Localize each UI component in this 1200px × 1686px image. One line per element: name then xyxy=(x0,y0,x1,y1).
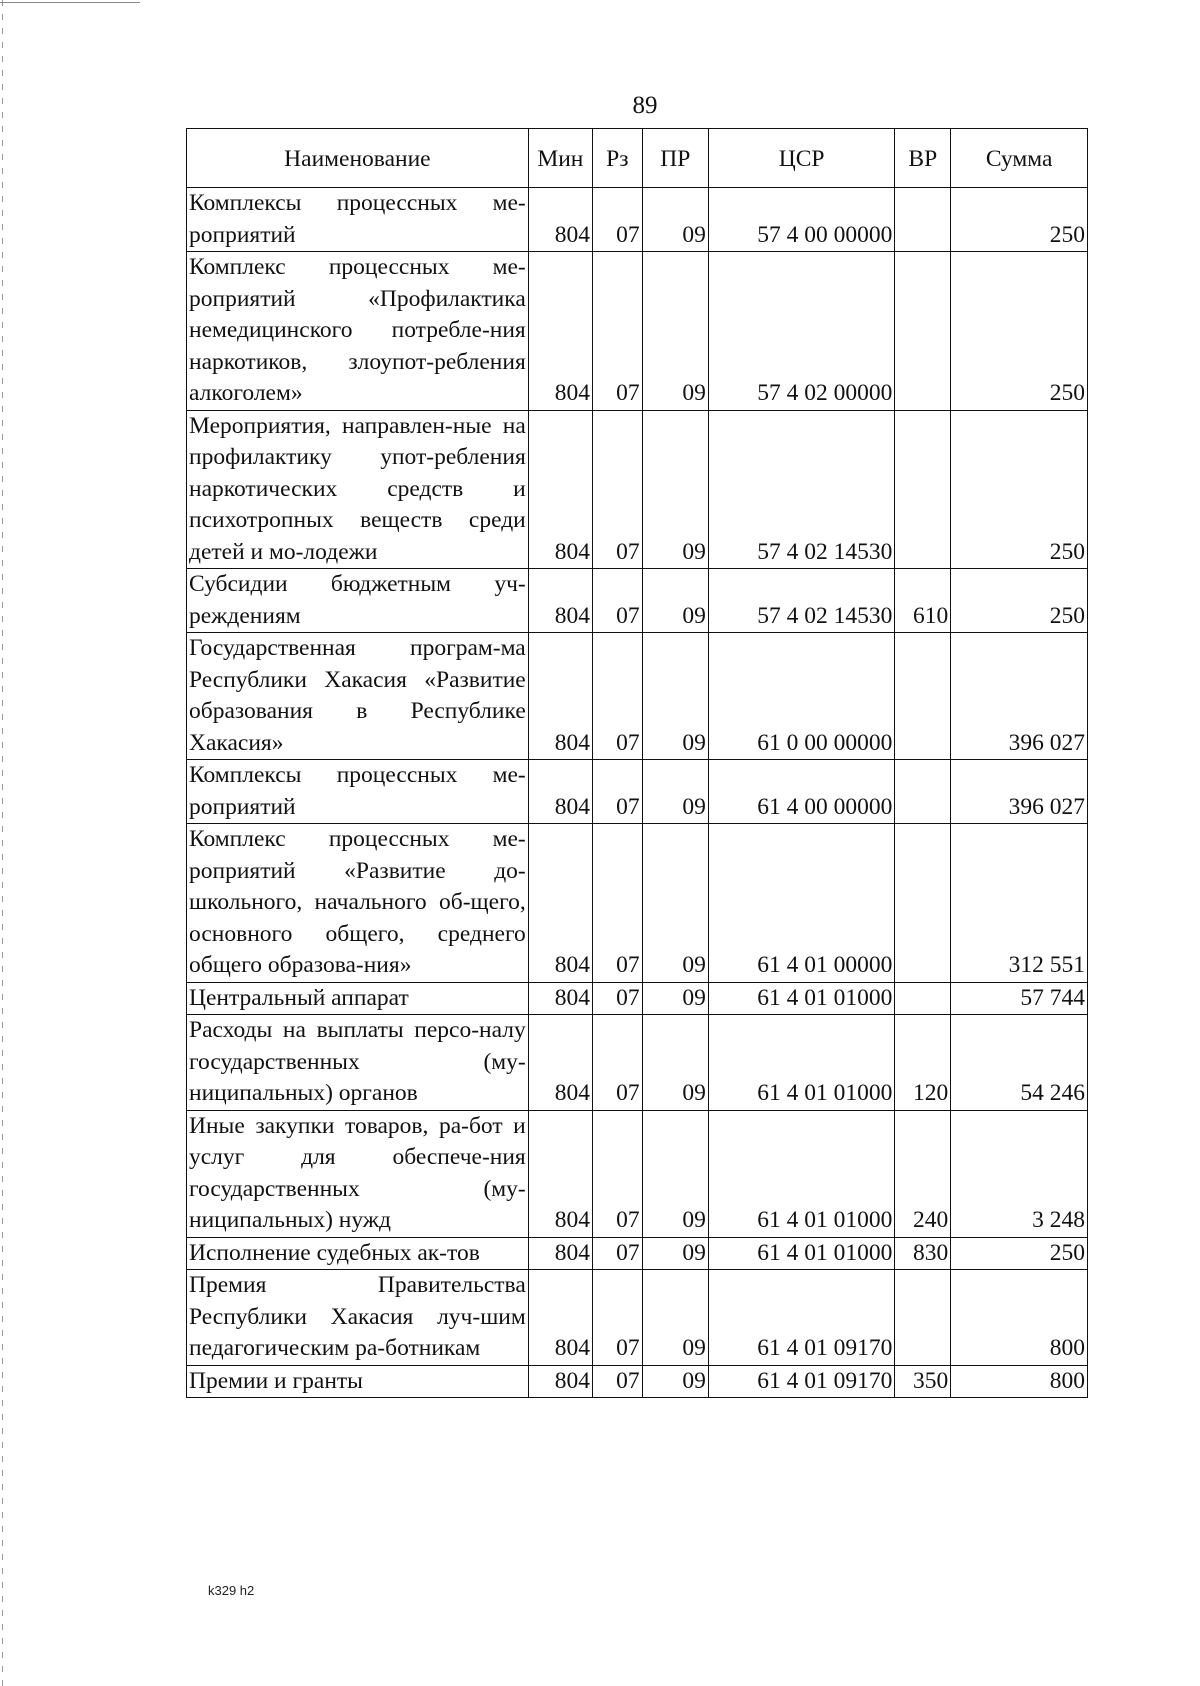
cell-name: Премии и гранты xyxy=(187,1365,529,1398)
cell-rz: 07 xyxy=(592,760,642,824)
cell-sum: 250 xyxy=(951,1237,1088,1270)
cell-csr: 57 4 02 14530 xyxy=(708,569,894,633)
col-header-rz: Рз xyxy=(592,129,642,188)
cell-rz: 07 xyxy=(592,1015,642,1111)
cell-name: Комплексы процессных ме-роприятий xyxy=(187,760,529,824)
cell-csr: 61 4 01 01000 xyxy=(708,1237,894,1270)
cell-sum: 800 xyxy=(951,1270,1088,1366)
cell-min: 804 xyxy=(528,188,592,252)
cell-csr: 57 4 02 14530 xyxy=(708,410,894,569)
cell-min: 804 xyxy=(528,824,592,983)
cell-pr: 09 xyxy=(642,1270,708,1366)
cell-sum: 250 xyxy=(951,188,1088,252)
cell-sum: 396 027 xyxy=(951,760,1088,824)
cell-min: 804 xyxy=(528,1365,592,1398)
table-row xyxy=(187,824,1088,983)
cell-rz: 07 xyxy=(592,1270,642,1366)
cell-vr: 830 xyxy=(895,1237,951,1270)
cell-pr: 09 xyxy=(642,1237,708,1270)
table-row xyxy=(187,1015,1088,1111)
cell-rz: 07 xyxy=(592,188,642,252)
cell-name: Центральный аппарат xyxy=(187,982,529,1015)
cell-name: Комплекс процессных ме-роприятий «Развитие до-школьного, начального об-щего, основного общего, среднего общего образова-ния» xyxy=(187,824,529,983)
cell-sum: 800 xyxy=(951,1365,1088,1398)
table-row xyxy=(187,569,1088,633)
cell-vr: 350 xyxy=(895,1365,951,1398)
cell-pr: 09 xyxy=(642,633,708,760)
cell-name: Мероприятия, направлен-ные на профилактику упот-ребления наркотических средств и психотропных веществ среди детей и мо-лодежи xyxy=(187,410,529,569)
cell-vr xyxy=(895,188,951,252)
cell-sum: 312 551 xyxy=(951,824,1088,983)
cell-pr: 09 xyxy=(642,824,708,983)
cell-vr xyxy=(895,410,951,569)
cell-sum: 57 744 xyxy=(951,982,1088,1015)
table-row xyxy=(187,633,1088,760)
budget-table xyxy=(186,128,1088,1398)
cell-name: Премия Правительства Республики Хакасия луч-шим педагогическим ра-ботникам xyxy=(187,1270,529,1366)
cell-vr xyxy=(895,252,951,411)
cell-vr xyxy=(895,760,951,824)
cell-min: 804 xyxy=(528,1015,592,1111)
cell-vr xyxy=(895,982,951,1015)
cell-rz: 07 xyxy=(592,824,642,983)
col-header-min: Мин xyxy=(528,129,592,188)
cell-min: 804 xyxy=(528,760,592,824)
cell-name: Комплекс процессных ме-роприятий «Профилактика немедицинского потребле-ния наркотиков, злоупот-ребления алкоголем» xyxy=(187,252,529,411)
cell-pr: 09 xyxy=(642,569,708,633)
cell-name: Субсидии бюджетным уч-реждениям xyxy=(187,569,529,633)
col-header-csr: ЦСР xyxy=(708,129,894,188)
cell-pr: 09 xyxy=(642,760,708,824)
cell-sum: 54 246 xyxy=(951,1015,1088,1111)
cell-pr: 09 xyxy=(642,188,708,252)
cell-rz: 07 xyxy=(592,569,642,633)
table-body xyxy=(187,188,1088,1398)
cell-pr: 09 xyxy=(642,982,708,1015)
table-header-row xyxy=(187,129,1088,188)
table-row xyxy=(187,982,1088,1015)
cell-csr: 61 4 01 00000 xyxy=(708,824,894,983)
col-header-name: Наименование xyxy=(187,129,529,188)
cell-name: Комплексы процессных ме-роприятий xyxy=(187,188,529,252)
cell-csr: 61 4 01 09170 xyxy=(708,1365,894,1398)
scan-edge-mark xyxy=(0,2,140,3)
cell-vr xyxy=(895,824,951,983)
table-row xyxy=(187,188,1088,252)
cell-csr: 61 4 01 01000 xyxy=(708,982,894,1015)
cell-rz: 07 xyxy=(592,410,642,569)
cell-min: 804 xyxy=(528,1110,592,1237)
page-number: 89 xyxy=(632,92,658,119)
cell-min: 804 xyxy=(528,633,592,760)
table-row xyxy=(187,252,1088,411)
cell-sum: 250 xyxy=(951,410,1088,569)
cell-rz: 07 xyxy=(592,252,642,411)
table-row xyxy=(187,1237,1088,1270)
cell-csr: 57 4 02 00000 xyxy=(708,252,894,411)
cell-pr: 09 xyxy=(642,1015,708,1111)
cell-rz: 07 xyxy=(592,1237,642,1270)
cell-name: Государственная програм-ма Республики Хакасия «Развитие образования в Республике Хакасия» xyxy=(187,633,529,760)
cell-vr: 240 xyxy=(895,1110,951,1237)
cell-sum: 3 248 xyxy=(951,1110,1088,1237)
cell-min: 804 xyxy=(528,569,592,633)
cell-min: 804 xyxy=(528,1237,592,1270)
col-header-sum: Сумма xyxy=(951,129,1088,188)
cell-sum: 396 027 xyxy=(951,633,1088,760)
cell-name: Расходы на выплаты персо-налу государственных (му-ниципальных) органов xyxy=(187,1015,529,1111)
footer-code: k329 h2 xyxy=(208,1583,255,1598)
cell-vr: 610 xyxy=(895,569,951,633)
table-row xyxy=(187,410,1088,569)
cell-csr: 61 4 01 01000 xyxy=(708,1015,894,1111)
cell-min: 804 xyxy=(528,982,592,1015)
cell-pr: 09 xyxy=(642,1365,708,1398)
cell-vr xyxy=(895,633,951,760)
cell-rz: 07 xyxy=(592,982,642,1015)
cell-pr: 09 xyxy=(642,410,708,569)
cell-min: 804 xyxy=(528,1270,592,1366)
cell-name: Исполнение судебных ак-тов xyxy=(187,1237,529,1270)
cell-csr: 57 4 00 00000 xyxy=(708,188,894,252)
table-row xyxy=(187,1110,1088,1237)
table-row xyxy=(187,1365,1088,1398)
cell-csr: 61 0 00 00000 xyxy=(708,633,894,760)
cell-rz: 07 xyxy=(592,1110,642,1237)
cell-csr: 61 4 01 01000 xyxy=(708,1110,894,1237)
cell-sum: 250 xyxy=(951,569,1088,633)
cell-rz: 07 xyxy=(592,633,642,760)
table-row xyxy=(187,1270,1088,1366)
cell-vr: 120 xyxy=(895,1015,951,1111)
cell-pr: 09 xyxy=(642,1110,708,1237)
scan-edge-line xyxy=(2,0,3,1686)
cell-rz: 07 xyxy=(592,1365,642,1398)
cell-csr: 61 4 01 09170 xyxy=(708,1270,894,1366)
cell-csr: 61 4 00 00000 xyxy=(708,760,894,824)
table-row xyxy=(187,760,1088,824)
cell-name: Иные закупки товаров, ра-бот и услуг для обеспече-ния государственных (му-ниципальных) нужд xyxy=(187,1110,529,1237)
cell-min: 804 xyxy=(528,252,592,411)
cell-vr xyxy=(895,1270,951,1366)
col-header-vr: ВР xyxy=(895,129,951,188)
cell-sum: 250 xyxy=(951,252,1088,411)
col-header-pr: ПР xyxy=(642,129,708,188)
cell-min: 804 xyxy=(528,410,592,569)
cell-pr: 09 xyxy=(642,252,708,411)
